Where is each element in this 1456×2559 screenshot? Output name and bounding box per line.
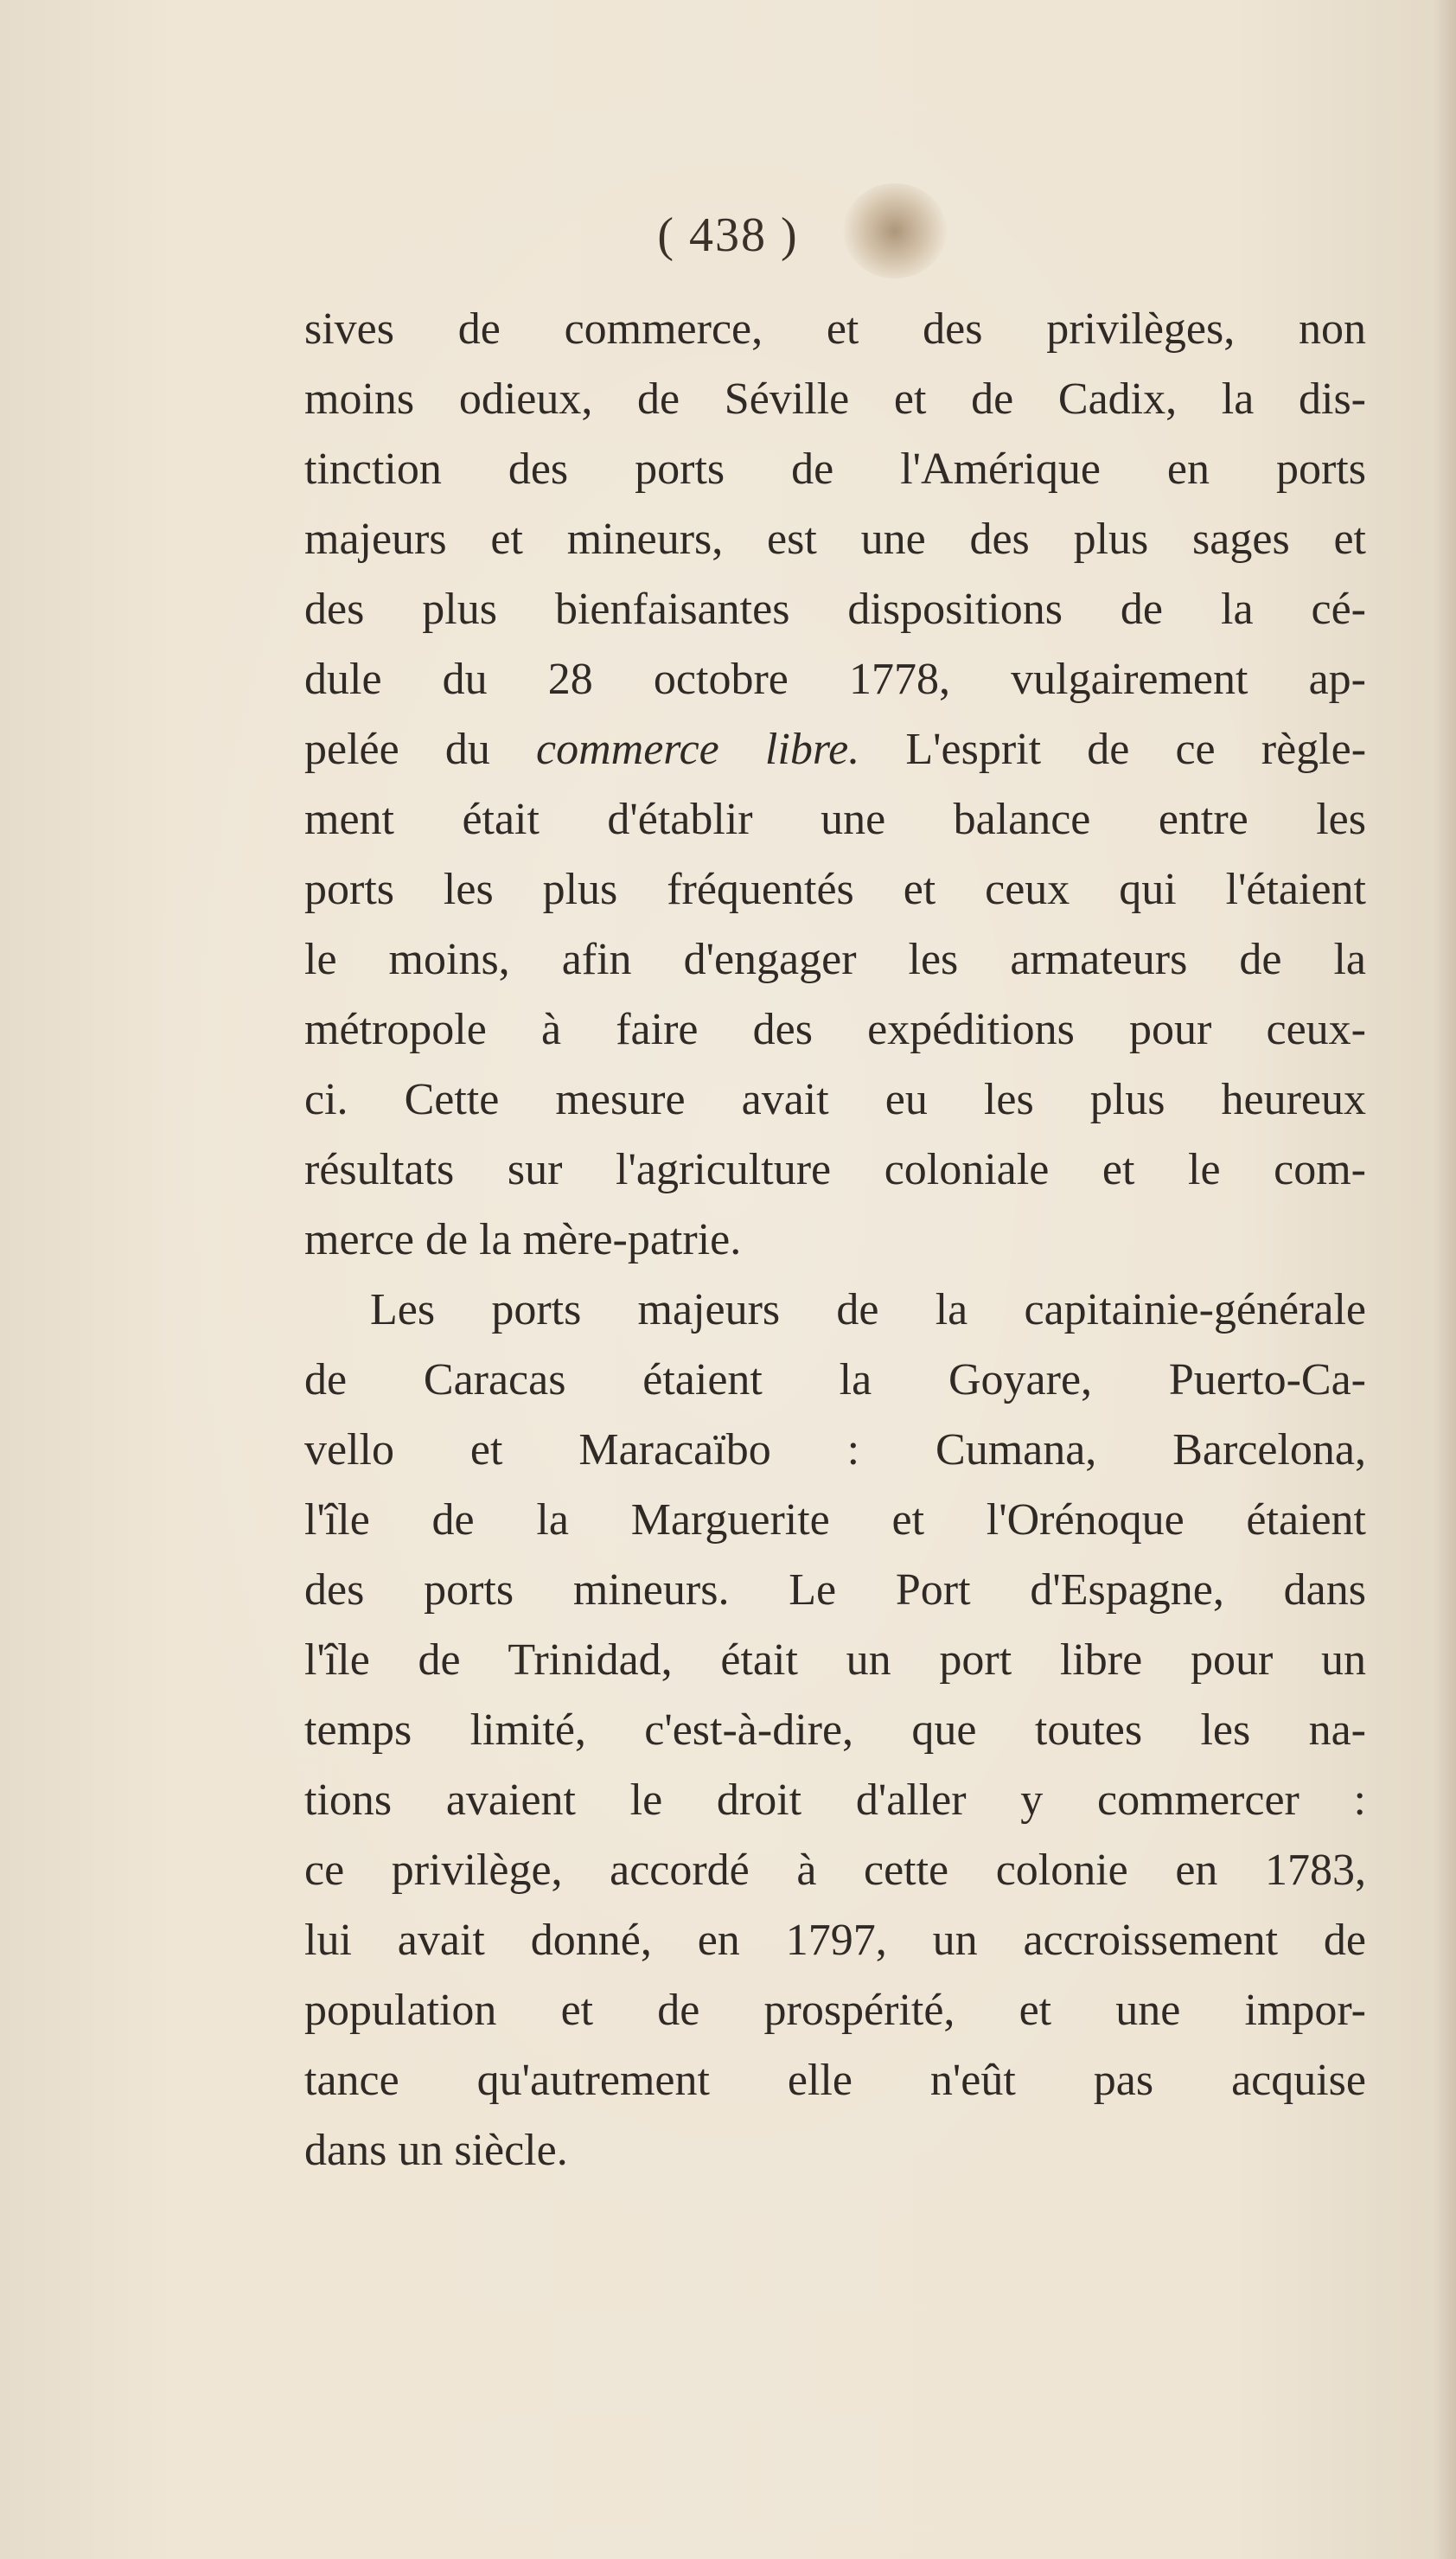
text-line: ports les plus fréquentés et ceux qui l'étaient — [304, 865, 1366, 914]
page-number: ( 438 ) — [657, 208, 799, 262]
text-line: tions avaient le droit d'aller y commercer : — [304, 1775, 1366, 1825]
text-line: ment était d'établir une balance entre les — [304, 795, 1366, 844]
paragraph-1 — [304, 294, 1366, 1275]
text-line: métropole à faire des expéditions pour ceux- — [304, 1005, 1366, 1054]
text-line: tance qu'autrement elle n'eût pas acquise — [304, 2056, 1366, 2105]
text-line: lui avait donné, en 1797, un accroissement de — [304, 1916, 1366, 1965]
text-line: Les ports majeurs de la capitainie-générale — [370, 1285, 1366, 1334]
italic-phrase: commerce libre. — [536, 725, 860, 774]
text-line: sives de commerce, et des privilèges, non — [304, 304, 1366, 354]
text-line: dans un siècle. — [304, 2126, 568, 2175]
paragraph-2 — [304, 1275, 1366, 2185]
text-line: majeurs et mineurs, est une des plus sages et — [304, 515, 1366, 564]
body-text — [304, 294, 1366, 2185]
text-line: de Caracas étaient la Goyare, Puerto-Ca- — [304, 1355, 1366, 1404]
text-line: merce de la mère-patrie. — [304, 1215, 742, 1264]
text-segment: pelée du — [304, 725, 537, 774]
text-line: l'île de la Marguerite et l'Orénoque étaient — [304, 1495, 1366, 1545]
text-line: des ports mineurs. Le Port d'Espagne, dans — [304, 1565, 1366, 1615]
text-line: temps limité, c'est-à-dire, que toutes les na- — [304, 1705, 1366, 1755]
text-line: ci. Cette mesure avait eu les plus heureux — [304, 1075, 1366, 1124]
page-edge-shadow — [1434, 0, 1456, 2559]
text-line: moins odieux, de Séville et de Cadix, la dis- — [304, 374, 1366, 424]
text-line: vello et Maracaïbo : Cumana, Barcelona, — [304, 1425, 1366, 1475]
text-line: dule du 28 octobre 1778, vulgairement ap- — [304, 655, 1366, 704]
text-segment: L'esprit de ce règle- — [859, 725, 1367, 774]
text-line: ce privilège, accordé à cette colonie en 1783, — [304, 1846, 1366, 1895]
text-line: tinction des ports de l'Amérique en ports — [304, 445, 1366, 494]
text-line: l'île de Trinidad, était un port libre pour un — [304, 1635, 1366, 1685]
text-line: des plus bienfaisantes dispositions de la cé- — [304, 585, 1366, 634]
text-line — [304, 714, 1366, 784]
text-line: population et de prospérité, et une impor- — [304, 1986, 1366, 2035]
text-line: le moins, afin d'engager les armateurs de la — [304, 935, 1366, 984]
text-line: résultats sur l'agriculture coloniale et le com- — [304, 1145, 1366, 1194]
